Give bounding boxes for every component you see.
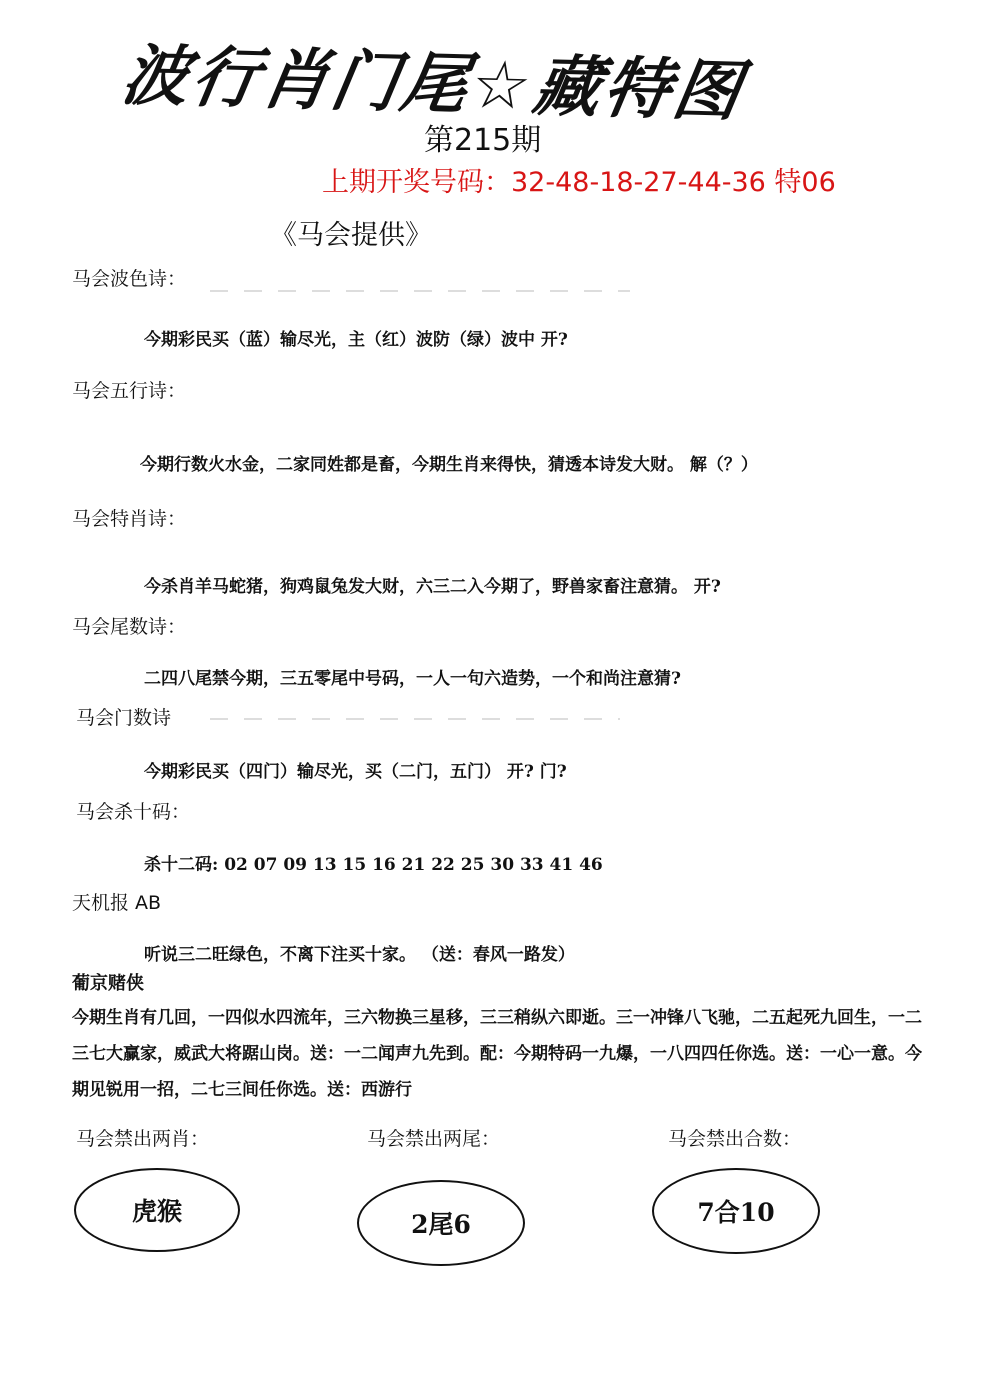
section-text-tianjibao: 听说三二旺绿色，不离下注买十家。 （送：春风一路发）: [144, 945, 575, 965]
section-text-tail-number: 二四八尾禁今期，三五零尾中号码，一人一句六造势，一个和尚注意猜?: [144, 669, 681, 689]
main-title: 波行肖门尾☆藏特图: [116, 36, 751, 131]
source-label: 《马会提供》: [270, 220, 432, 251]
section-text-five-elements: 今期行数火水金，二家同姓都是畜，今期生肖来得快，猜透本诗发大财。 解（？）: [140, 455, 758, 475]
section-heading-special-zodiac: 马会特肖诗：: [72, 508, 187, 530]
ban-value-sum: 7合10: [697, 1198, 775, 1227]
decorative-dots: [210, 290, 630, 292]
last-draw-numbers: 上期开奖号码：32-48-18-27-44-36 特06: [322, 167, 836, 198]
ban-value-tail: 2尾6: [411, 1210, 471, 1239]
ban-label-tail: 马会禁出两尾：: [367, 1128, 501, 1150]
section-heading-five-elements: 马会五行诗：: [72, 380, 187, 402]
section-text-door-number: 今期彩民买（四门）输尽光，买（二门，五门） 开? 门?: [144, 762, 567, 782]
section-heading-door-number: 马会门数诗: [76, 707, 172, 729]
section-text-kill-numbers: 杀十二码: 02 07 09 13 15 16 21 22 25 30 33 41 46: [144, 855, 603, 875]
ban-label-zodiac: 马会禁出两肖：: [76, 1128, 210, 1150]
section-text-wave-color: 今期彩民买（蓝）输尽光，主（红）波防（绿）波中 开?: [144, 330, 568, 350]
section-heading-tianjibao: 天机报 AB: [72, 892, 162, 914]
ban-oval-sum: [652, 1168, 820, 1254]
section-heading-wave-color: 马会波色诗：: [72, 268, 187, 290]
ban-value-zodiac: 虎猴: [131, 1197, 182, 1226]
issue-number: 第215期: [424, 123, 542, 158]
section-text-special-zodiac: 今杀肖羊马蛇猪，狗鸡鼠兔发大财，六三二入今期了，野兽家畜注意猜。 开?: [144, 577, 721, 597]
ban-label-sum: 马会禁出合数：: [668, 1128, 802, 1150]
ban-oval-tail: [357, 1180, 525, 1266]
section-heading-kill-numbers: 马会杀十码：: [76, 801, 191, 823]
section-heading-putao: 葡京赌侠: [72, 973, 144, 994]
section-text-putao: 今期生肖有几回，一四似水四流年，三六物换三星移，三三稍纵六即逝。三一冲锋八飞驰，二五起死九回生，一二三七大赢家，威武大将踞山岗。送：一二闻声九先到。配：今期特码一九爆，一八四四任你选。送：一心一意。今期见锐用一招，二七三间任你选。送：西游行: [72, 1008, 922, 1100]
ban-oval-zodiac: [74, 1168, 240, 1252]
section-heading-tail-number: 马会尾数诗：: [72, 616, 187, 638]
decorative-dots: [210, 718, 620, 720]
